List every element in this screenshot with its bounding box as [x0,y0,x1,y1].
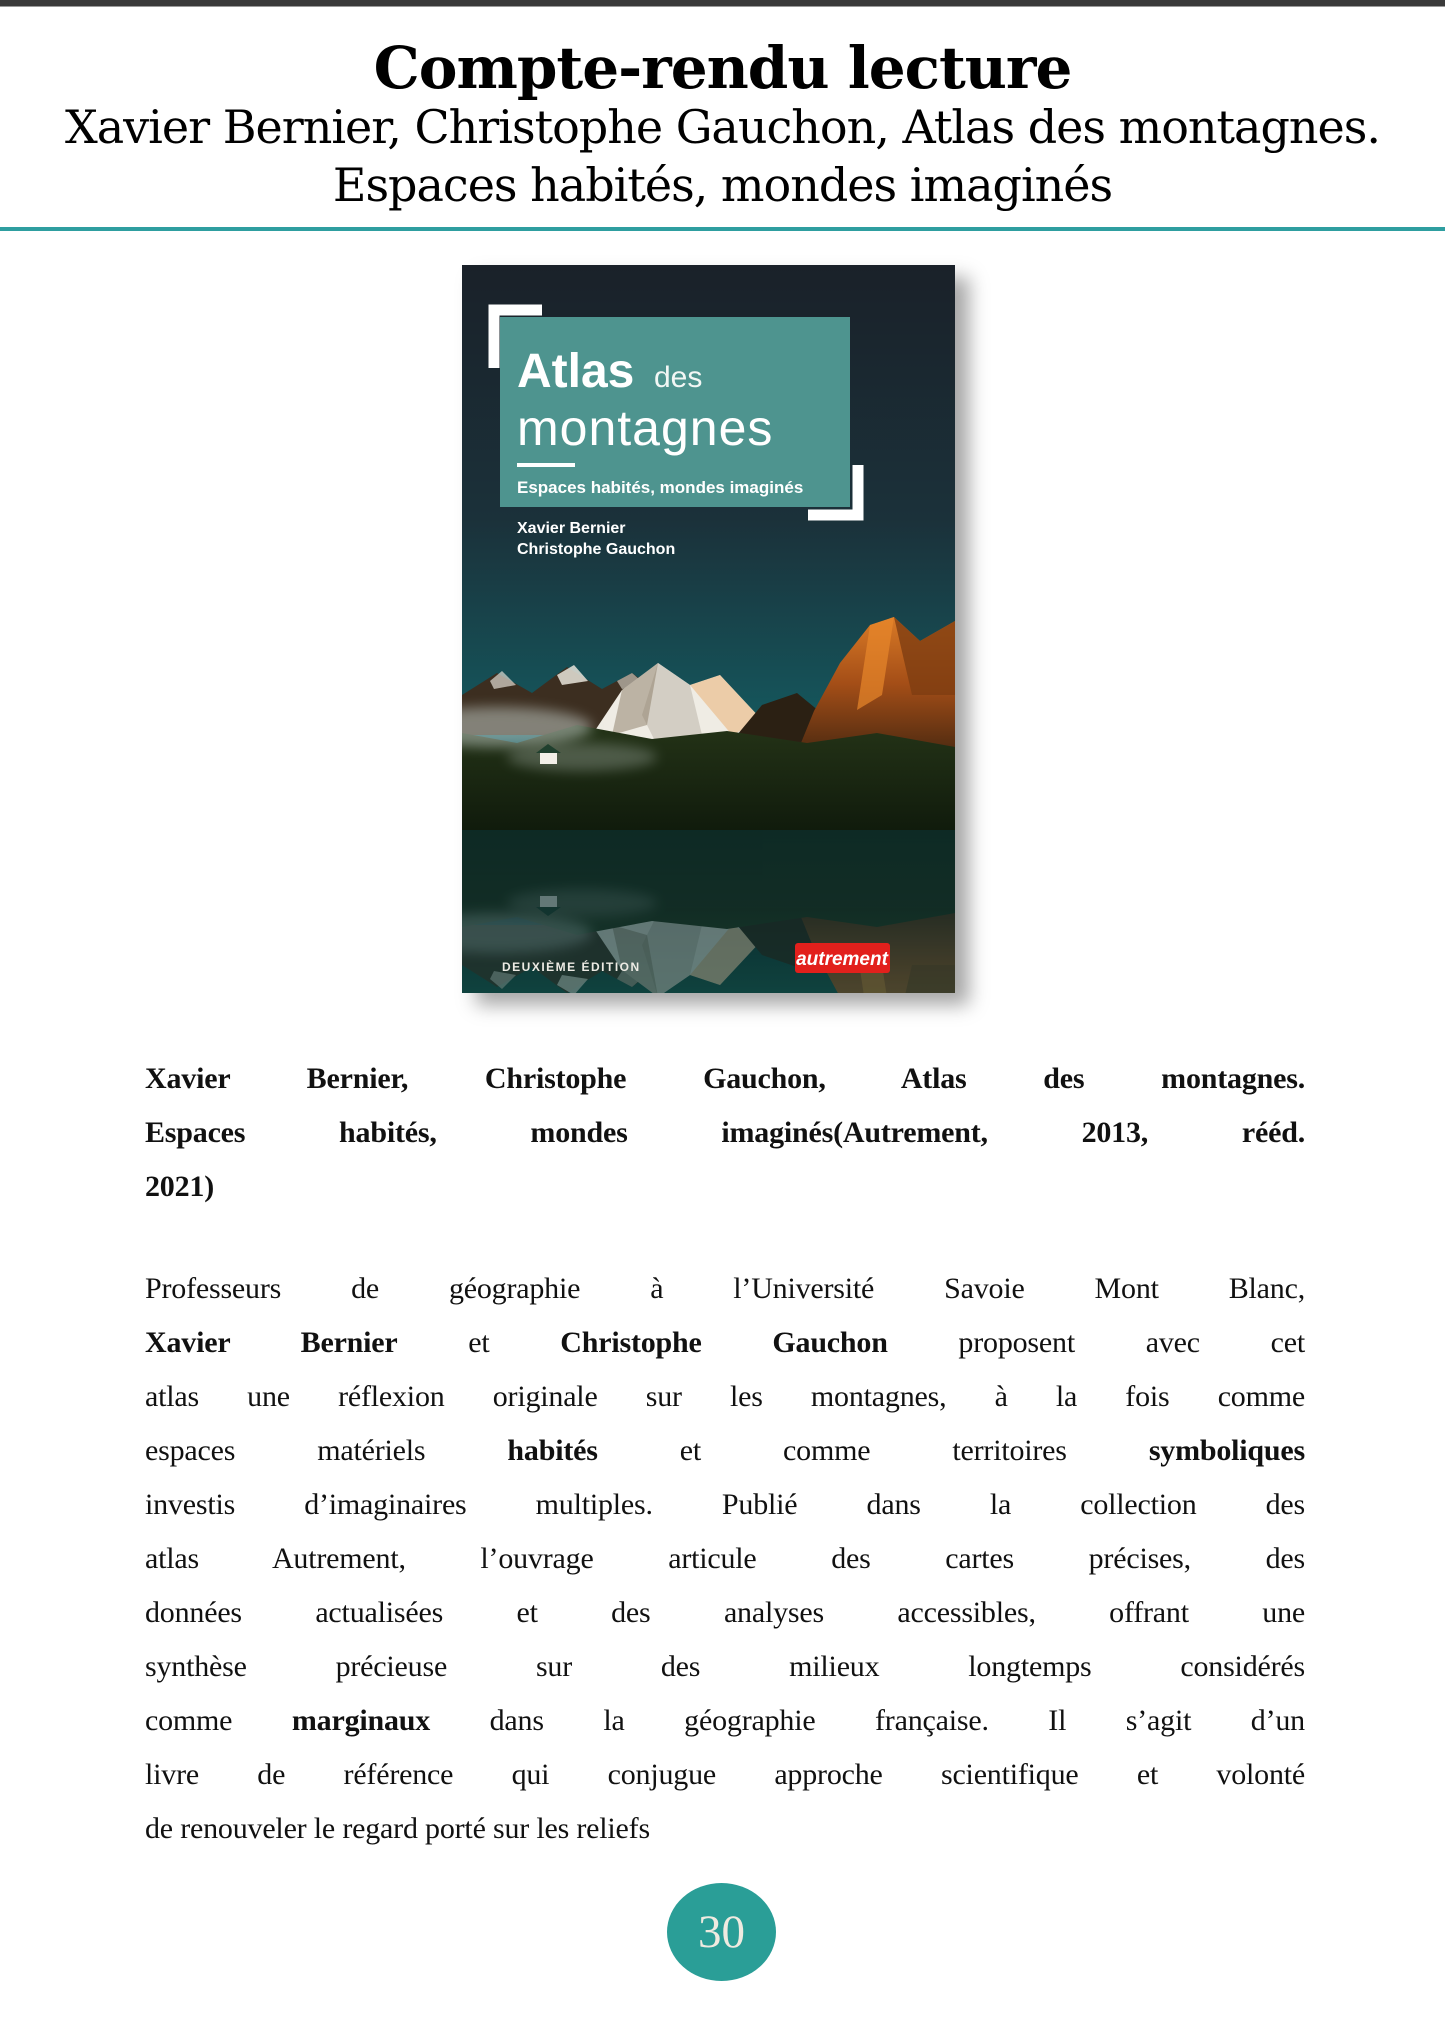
cover-subtitle: Espaces habités, mondes imaginés [517,478,804,497]
book-cover-image [462,265,955,993]
text-segment: marginaux [291,1704,431,1737]
text-segment: habités [507,1434,598,1467]
citation-line: 2021) [145,1170,214,1203]
text-segment: données actualisées et des analyses accessibles, offrant une [145,1596,1305,1629]
cover-title-montagnes: montagnes [517,400,774,456]
cover-title-des: des [654,361,703,394]
text-segment: Christophe Gauchon [560,1326,888,1359]
cover-title-atlas: Atlas [517,345,635,398]
cover-edition-label: DEUXIÈME ÉDITION [502,960,641,974]
text-line [145,1802,1305,1856]
text-segment: de renouveler le regard porté sur les reliefs [145,1812,650,1845]
text-line [145,1316,1305,1370]
text-segment: Professeurs de géographie à l’Université Savoie Mont Blanc, [145,1272,1305,1305]
text-line [145,1748,1305,1802]
page-subtitle-line2: Espaces habités, mondes imaginés [332,158,1113,212]
cover-author-2: Christophe Gauchon [517,541,676,558]
text-line [145,1262,1305,1316]
text-segment: synthèse précieuse sur des milieux longtemps considérés [145,1650,1305,1683]
page-number-badge: 30 [667,1883,776,1981]
text-segment: et comme territoires [597,1434,1149,1467]
text-line [145,1370,1305,1424]
page-title: Compte-rendu lecture [373,34,1072,102]
text-line [145,1478,1305,1532]
mountain-hut-graphic [540,753,557,764]
window-top-border [0,0,1445,7]
publisher-logo-text: autrement [796,949,888,970]
cover-author-1: Xavier Bernier [517,520,626,537]
text-segment: livre de référence qui conjugue approche scientifique et volonté [145,1758,1305,1791]
text-line [145,1694,1305,1748]
cover-title-underline [517,463,575,467]
text-segment: comme [145,1704,292,1737]
text-line [145,1532,1305,1586]
book-citation [145,1052,1305,1214]
header-divider [0,227,1445,231]
text-line [145,1586,1305,1640]
text-segment: atlas Autrement, l’ouvrage articule des cartes précises, des [145,1542,1305,1575]
text-segment: et [397,1326,561,1359]
text-segment: atlas une réflexion originale sur les montagnes, à la fois comme [145,1380,1305,1413]
citation-line: Xavier Bernier, Christophe Gauchon, Atlas des montagnes. [145,1062,1305,1095]
text-segment: symboliques [1148,1434,1305,1467]
citation-line: Espaces habités, mondes imaginés(Autrement, 2013, rééd. [145,1116,1305,1149]
review-paragraph [145,1262,1305,1856]
text-segment: dans la géographie française. Il s’agit d’un [430,1704,1305,1737]
text-segment: espaces matériels [145,1434,508,1467]
book-cover-graphic [462,265,955,993]
text-segment: proposent avec cet [887,1326,1305,1359]
page-subtitle-line1: Xavier Bernier, Christophe Gauchon, Atlas des montagnes. [65,100,1380,154]
text-segment: investis d’imaginaires multiples. Publié dans la collection des [145,1488,1305,1521]
text-segment: Xavier Bernier [145,1326,398,1359]
text-line [145,1640,1305,1694]
text-line [145,1424,1305,1478]
